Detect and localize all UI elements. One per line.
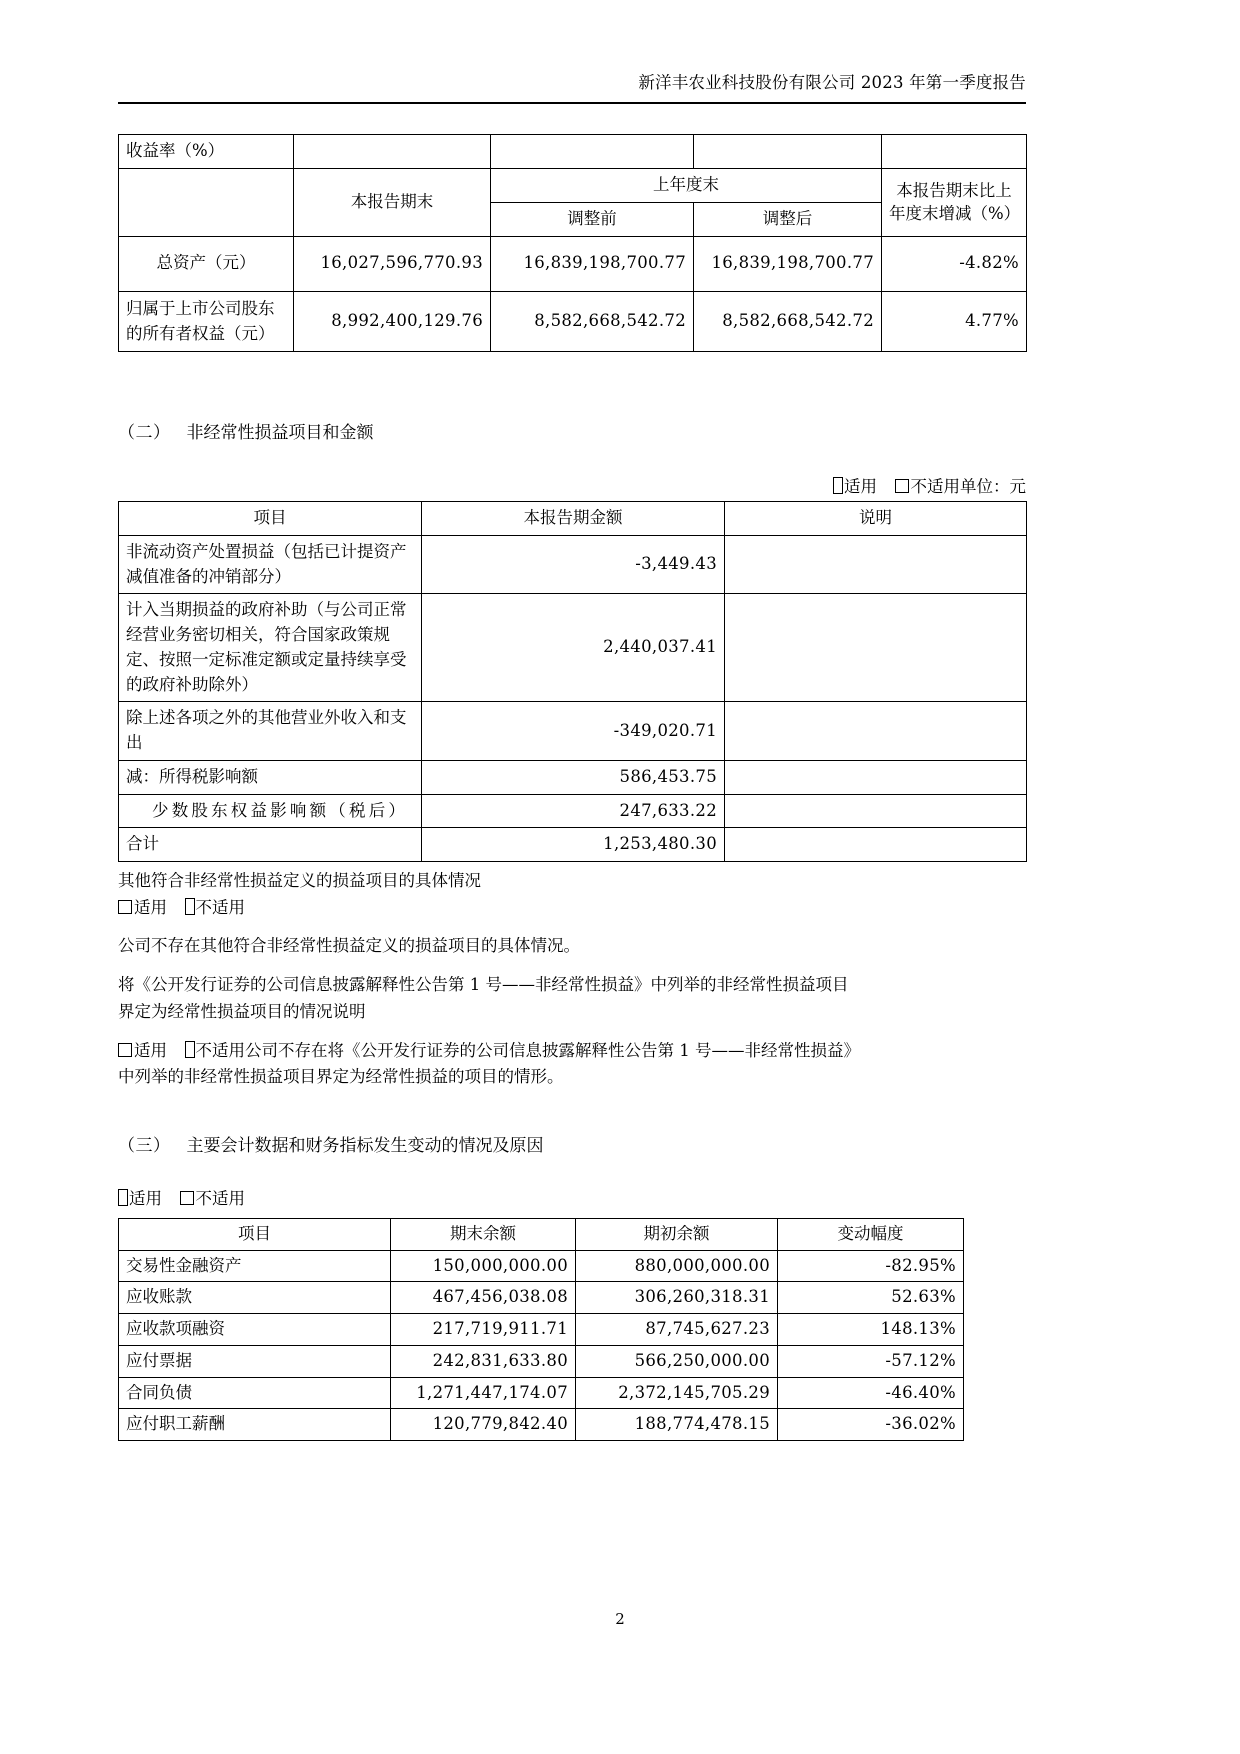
not-applicable-label: 不适用 [195, 897, 245, 917]
note-income-tax-effect [725, 760, 1027, 794]
header-change-percent: 本报告期末比上年度末增减（%） [882, 169, 1027, 237]
redefine-title-line-2: 界定为经常性损益项目的情况说明 [118, 1001, 366, 1021]
header-change-range: 变动幅度 [778, 1218, 964, 1250]
change-accounts-receivable: 52.63% [778, 1282, 964, 1314]
checkbox-checked-icon[interactable] [185, 1041, 195, 1058]
item-notes-payable: 应付票据 [119, 1345, 391, 1377]
unit-note: 单位：元 [960, 477, 1026, 496]
change-contract-liabilities: -46.40% [778, 1377, 964, 1409]
header-last-year-end: 上年度末 [491, 169, 882, 203]
change-notes-payable: -57.12% [778, 1345, 964, 1377]
end-balance-accounts-receivable: 467,456,038.08 [391, 1282, 576, 1314]
applicable-label: 适用 [129, 1189, 162, 1209]
amount-minority-interest-effect: 247,633.22 [422, 794, 725, 828]
header-note: 说明 [725, 502, 1027, 536]
section-two-number: （二） [118, 422, 171, 443]
end-balance-receivables-financing: 217,719,911.71 [391, 1314, 576, 1346]
header-report-period-end: 本报告期末 [294, 169, 491, 237]
table-row [119, 1282, 964, 1314]
checkbox-unchecked-icon[interactable] [180, 1191, 194, 1205]
equity-change: 4.77% [882, 291, 1027, 351]
table-row [119, 535, 1027, 594]
checkbox-checked-icon[interactable] [118, 1189, 128, 1206]
key-financial-indicators-table [118, 134, 1027, 351]
end-balance-employee-compensation-payable: 120,779,842.40 [391, 1409, 576, 1441]
begin-balance-trading-financial-assets: 880,000,000.00 [576, 1250, 778, 1282]
redefine-body-line-2: 中列举的非经常性损益项目界定为经常性损益的项目的情形。 [118, 1067, 564, 1087]
end-balance-trading-financial-assets: 150,000,000.00 [391, 1250, 576, 1282]
applicable-label: 适用 [134, 897, 167, 917]
amount-disposal-gain-loss: -3,449.43 [422, 535, 725, 594]
item-government-subsidy: 计入当期损益的政府补助（与公司正常经营业务密切相关，符合国家政策规定、按照一定标准定额或定量持续享受的政府补助除外） [119, 594, 422, 702]
cell-empty [294, 135, 491, 169]
cell-empty [491, 135, 694, 169]
changed-indicators-table [118, 1218, 964, 1441]
section-three-title: 主要会计数据和财务指标发生变动的情况及原因 [186, 1136, 544, 1157]
item-contract-liabilities: 合同负债 [119, 1377, 391, 1409]
change-receivables-financing: 148.13% [778, 1314, 964, 1346]
item-receivables-financing: 应收款项融资 [119, 1314, 391, 1346]
header-item: 项目 [119, 502, 422, 536]
section-two-title: 非经常性损益项目和金额 [186, 422, 374, 443]
note-government-subsidy [725, 594, 1027, 702]
item-income-tax-effect: 减：所得税影响额 [119, 760, 422, 794]
amount-total: 1,253,480.30 [422, 828, 725, 862]
not-applicable-label: 不适用 [910, 477, 960, 496]
checkbox-unchecked-icon[interactable] [895, 479, 909, 493]
item-employee-compensation-payable: 应付职工薪酬 [119, 1409, 391, 1441]
header-begin-balance: 期初余额 [576, 1218, 778, 1250]
note-minority-interest-effect [725, 794, 1027, 828]
table-row [119, 236, 1027, 291]
equity-report-end: 8,992,400,129.76 [294, 291, 491, 351]
other-items-note-block [118, 868, 1026, 921]
total-assets-after-adjust: 16,839,198,700.77 [694, 236, 882, 291]
begin-balance-contract-liabilities: 2,372,145,705.29 [576, 1377, 778, 1409]
header-blank-corner [119, 169, 294, 237]
begin-balance-receivables-financing: 87,745,627.23 [576, 1314, 778, 1346]
cell-empty [694, 135, 882, 169]
redefine-body-line-1: 公司不存在将《公开发行证券的公司信息披露解释性公告第 1 号——非经常性损益》 [245, 1040, 860, 1060]
row-label-total-assets: 总资产（元） [119, 236, 294, 291]
end-balance-notes-payable: 242,831,633.80 [391, 1345, 576, 1377]
header-end-balance: 期末余额 [391, 1218, 576, 1250]
row-label-equity: 归属于上市公司股东的所有者权益（元） [119, 291, 294, 351]
other-items-body: 公司不存在其他符合非经常性损益定义的损益项目的具体情况。 [118, 936, 580, 956]
redefine-title-line-1: 将《公开发行证券的公司信息披露解释性公告第 1 号——非经常性损益》中列举的非经常性损益项目 [118, 975, 849, 995]
redefine-title-block [118, 972, 1026, 1025]
table-row [119, 291, 1027, 351]
table-header-row [119, 169, 1027, 203]
header-item: 项目 [119, 1218, 391, 1250]
table-row [119, 828, 1027, 862]
page-content [118, 0, 1026, 1441]
nonrecurring-items-table [118, 501, 1027, 862]
item-accounts-receivable: 应收账款 [119, 1282, 391, 1314]
note-total [725, 828, 1027, 862]
header-after-adjustment: 调整后 [694, 202, 882, 236]
end-balance-contract-liabilities: 1,271,447,174.07 [391, 1377, 576, 1409]
equity-before-adjust: 8,582,668,542.72 [491, 291, 694, 351]
checkbox-unchecked-icon[interactable] [118, 1043, 132, 1057]
nonrecurring-items-table-wrap [118, 501, 1026, 862]
table-row [119, 760, 1027, 794]
section-three-applicability [118, 1184, 1026, 1214]
header-title: 新洋丰农业科技股份有限公司 2023 年第一季度报告 [638, 73, 1026, 92]
key-financial-indicators-table-wrap [118, 134, 1026, 351]
page-number: 2 [615, 1610, 625, 1628]
section-three-number: （三） [118, 1136, 171, 1157]
cell-empty [882, 135, 1027, 169]
begin-balance-employee-compensation-payable: 188,774,478.15 [576, 1409, 778, 1441]
table-row [119, 1409, 964, 1441]
table-row [119, 1377, 964, 1409]
table-row [119, 135, 1027, 169]
table-header-row [119, 502, 1027, 536]
change-trading-financial-assets: -82.95% [778, 1250, 964, 1282]
table-row [119, 702, 1027, 761]
begin-balance-accounts-receivable: 306,260,318.31 [576, 1282, 778, 1314]
redefine-applicability-line [118, 1038, 1026, 1065]
equity-after-adjust: 8,582,668,542.72 [694, 291, 882, 351]
item-total: 合计 [119, 828, 422, 862]
not-applicable-label: 不适用 [195, 1040, 245, 1060]
section-three-heading [118, 1133, 1026, 1160]
amount-government-subsidy: 2,440,037.41 [422, 594, 725, 702]
table-header-row [119, 1218, 964, 1250]
redefine-body-block [118, 1038, 1026, 1091]
other-items-applicability [118, 895, 1026, 922]
table-row [119, 594, 1027, 702]
item-minority-interest-effect: 少数股东权益影响额（税后） [119, 794, 422, 828]
item-other-nonoperating: 除上述各项之外的其他营业外收入和支出 [119, 702, 422, 761]
applicable-label: 适用 [844, 477, 877, 496]
section-two-applicability [118, 473, 1026, 497]
total-assets-change: -4.82% [882, 236, 1027, 291]
begin-balance-notes-payable: 566,250,000.00 [576, 1345, 778, 1377]
section-two-heading [118, 420, 1026, 447]
amount-other-nonoperating: -349,020.71 [422, 702, 725, 761]
checkbox-unchecked-icon[interactable] [118, 900, 132, 914]
note-other-nonoperating [725, 702, 1027, 761]
other-items-title: 其他符合非经常性损益定义的损益项目的具体情况 [118, 871, 481, 890]
total-assets-report-end: 16,027,596,770.93 [294, 236, 491, 291]
page-header [118, 0, 1026, 93]
change-employee-compensation-payable: -36.02% [778, 1409, 964, 1441]
row-label-rate: 收益率（%） [119, 135, 294, 169]
changed-indicators-table-wrap [118, 1218, 963, 1441]
total-assets-before-adjust: 16,839,198,700.77 [491, 236, 694, 291]
other-items-body-block [118, 933, 1026, 960]
note-disposal-gain-loss [725, 535, 1027, 594]
header-before-adjustment: 调整前 [491, 202, 694, 236]
table-row [119, 1250, 964, 1282]
amount-income-tax-effect: 586,453.75 [422, 760, 725, 794]
table-row [119, 1314, 964, 1346]
header-divider [118, 102, 1026, 104]
item-disposal-gain-loss: 非流动资产处置损益（包括已计提资产减值准备的冲销部分） [119, 535, 422, 594]
checkbox-checked-icon[interactable] [185, 898, 195, 915]
applicable-label: 适用 [134, 1040, 167, 1060]
checkbox-checked-icon[interactable] [833, 477, 843, 494]
table-row [119, 1345, 964, 1377]
table-row [119, 794, 1027, 828]
item-trading-financial-assets: 交易性金融资产 [119, 1250, 391, 1282]
header-amount: 本报告期金额 [422, 502, 725, 536]
not-applicable-label: 不适用 [195, 1189, 245, 1209]
